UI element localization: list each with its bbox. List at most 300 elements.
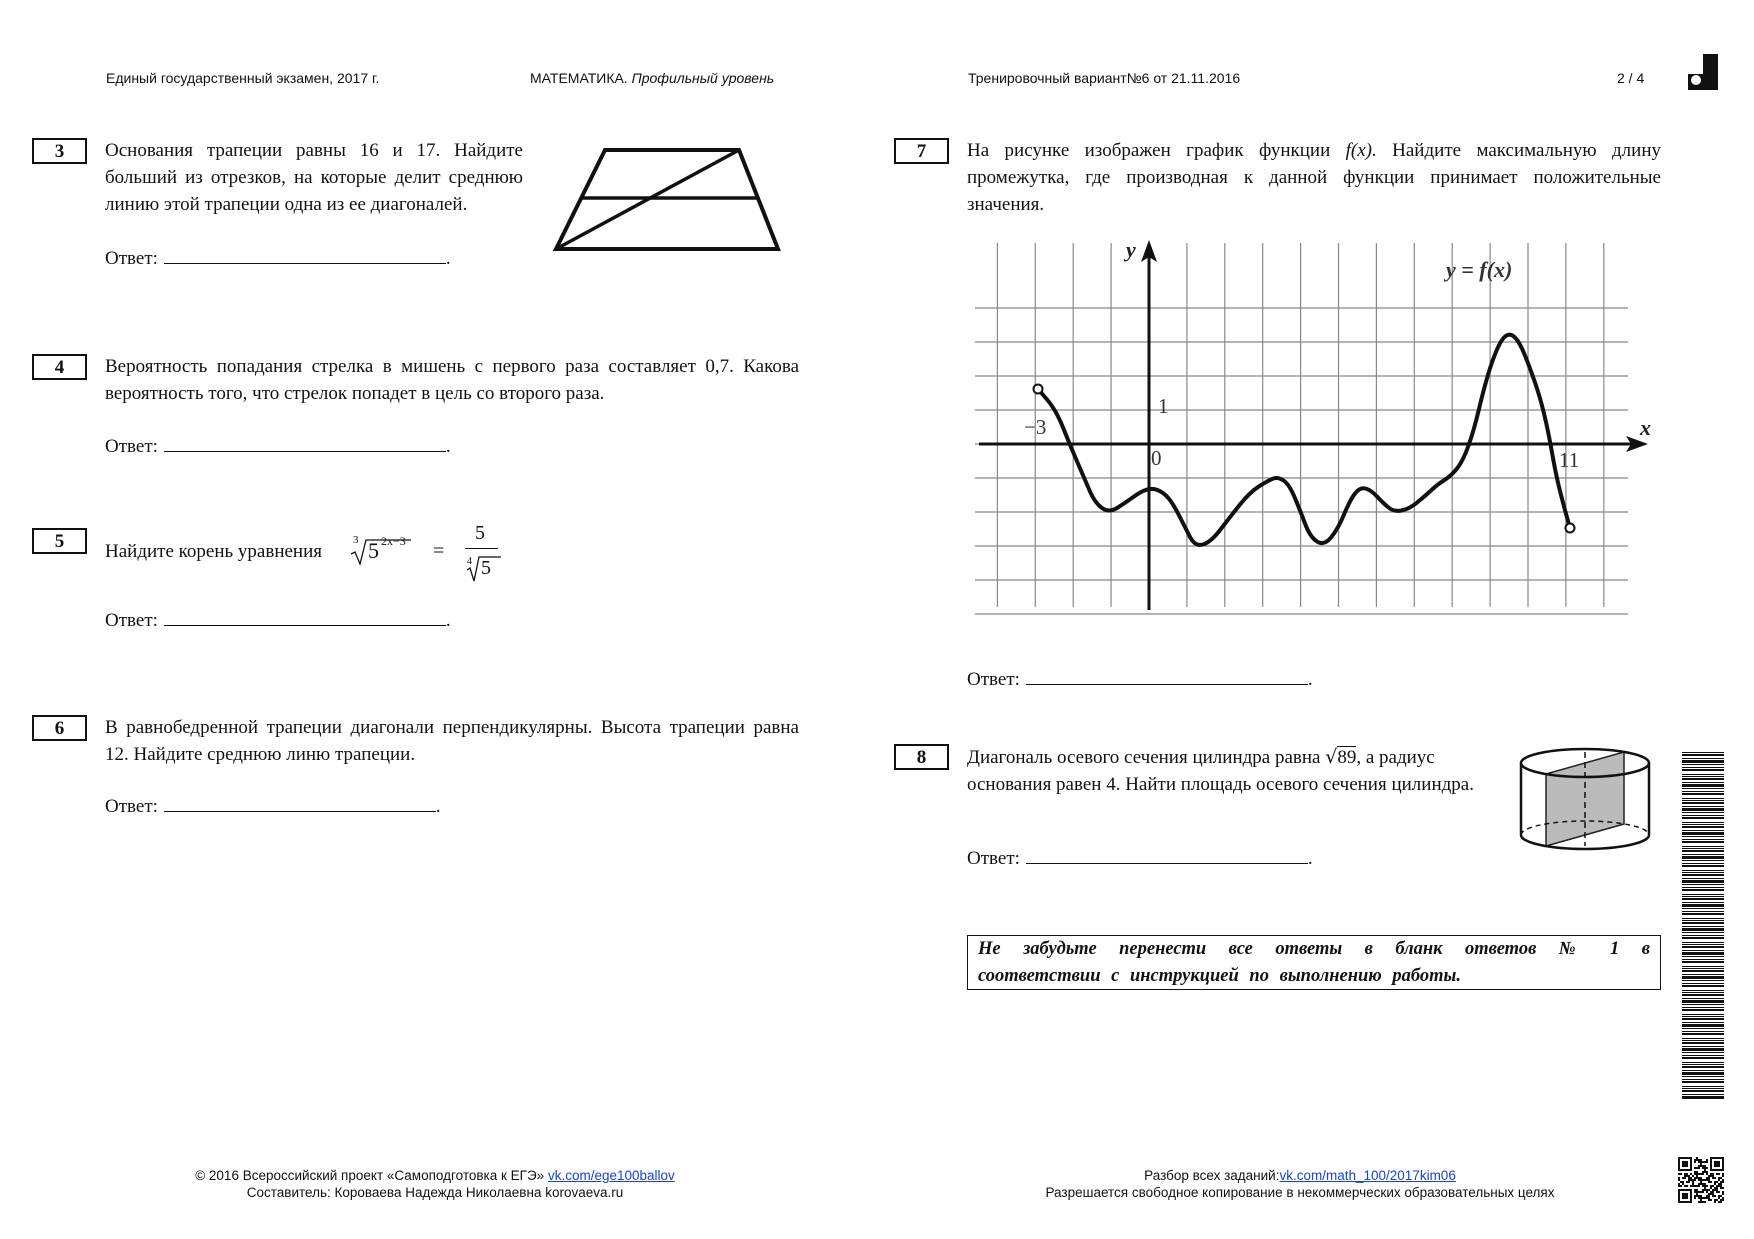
qr-module bbox=[1712, 1191, 1714, 1193]
qr-module bbox=[1694, 1161, 1696, 1163]
barcode-bar bbox=[1682, 793, 1724, 795]
barcode-bar bbox=[1682, 863, 1724, 864]
task-5-answer: Ответ: . bbox=[105, 607, 451, 632]
exam-title: Единый государственный экзамен, 2017 г. bbox=[106, 70, 380, 86]
barcode-bar bbox=[1682, 908, 1724, 909]
task-5-text: Найдите корень уравнения bbox=[105, 541, 323, 562]
barcode-bar bbox=[1682, 1007, 1724, 1008]
barcode-bar bbox=[1682, 1057, 1724, 1059]
barcode-bar bbox=[1682, 937, 1724, 939]
qr-module bbox=[1710, 1187, 1712, 1189]
qr-module bbox=[1722, 1181, 1724, 1183]
qr-module bbox=[1686, 1175, 1688, 1177]
barcode-bar bbox=[1682, 800, 1724, 801]
barcode-bar bbox=[1682, 808, 1724, 811]
qr-module bbox=[1698, 1167, 1700, 1169]
barcode-bar bbox=[1682, 782, 1724, 783]
qr-module bbox=[1700, 1199, 1702, 1201]
qr-module bbox=[1694, 1177, 1696, 1179]
barcode-bar bbox=[1682, 848, 1724, 849]
qr-module bbox=[1720, 1199, 1722, 1201]
qr-module bbox=[1722, 1193, 1724, 1195]
qr-module bbox=[1700, 1161, 1702, 1163]
qr-module bbox=[1716, 1191, 1718, 1193]
qr-module bbox=[1716, 1189, 1718, 1191]
qr-module bbox=[1704, 1161, 1706, 1163]
barcode-bar bbox=[1682, 913, 1724, 915]
qr-module bbox=[1696, 1173, 1698, 1175]
barcode-bar bbox=[1682, 836, 1724, 837]
barcode-bar bbox=[1682, 1022, 1724, 1023]
task-8-number: 8 bbox=[894, 744, 949, 770]
task-5-answer-field[interactable] bbox=[164, 607, 446, 626]
qr-module bbox=[1704, 1165, 1706, 1167]
qr-module bbox=[1708, 1181, 1710, 1183]
qr-module bbox=[1680, 1185, 1682, 1187]
barcode-bar bbox=[1682, 860, 1724, 861]
task-8-text: Диагональ осевого сечения цилиндра равна √89, а радиус основания равен 4. Найти площадь осевого сечения цилиндра. bbox=[967, 746, 1474, 795]
qr-module bbox=[1710, 1185, 1712, 1187]
barcode-bar bbox=[1682, 985, 1724, 987]
qr-module bbox=[1692, 1185, 1694, 1187]
qr-module bbox=[1708, 1193, 1710, 1195]
qr-module bbox=[1718, 1183, 1720, 1185]
task-3-answer: Ответ: . bbox=[105, 245, 451, 270]
barcode-bar bbox=[1682, 1031, 1724, 1032]
qr-module bbox=[1702, 1183, 1704, 1185]
barcode-bar bbox=[1682, 983, 1724, 984]
qr-module bbox=[1708, 1177, 1710, 1179]
qr-module bbox=[1718, 1201, 1720, 1203]
qr-module bbox=[1708, 1175, 1710, 1177]
barcode-bar bbox=[1682, 769, 1724, 771]
qr-module bbox=[1706, 1179, 1708, 1181]
qr-module bbox=[1682, 1181, 1684, 1183]
qr-module bbox=[1706, 1159, 1708, 1161]
barcode-bar bbox=[1682, 758, 1724, 759]
qr-module bbox=[1690, 1179, 1692, 1181]
qr-module bbox=[1702, 1165, 1704, 1167]
qr-module bbox=[1722, 1187, 1724, 1189]
tick-label-0: 0 bbox=[1151, 446, 1162, 470]
qr-module bbox=[1700, 1179, 1702, 1181]
qr-module bbox=[1700, 1159, 1702, 1161]
curve-start-point bbox=[1034, 385, 1043, 394]
task-6-answer: Ответ: . bbox=[105, 793, 441, 818]
barcode-bar bbox=[1682, 1014, 1724, 1015]
barcode-bar bbox=[1682, 1088, 1724, 1089]
barcode-bar bbox=[1682, 1048, 1724, 1051]
reminder-box: Не забудьте перенести все ответы в бланк ответов № 1 в соответствии с инструкцией по выполнению работы. bbox=[967, 935, 1661, 990]
qr-module bbox=[1722, 1179, 1724, 1181]
qr-module bbox=[1688, 1179, 1690, 1181]
qr-module bbox=[1722, 1173, 1724, 1175]
function-label: y = f(x) bbox=[1446, 257, 1513, 282]
barcode-bar bbox=[1682, 1064, 1724, 1065]
qr-module bbox=[1704, 1183, 1706, 1185]
qr-module bbox=[1700, 1173, 1702, 1175]
qr-module bbox=[1696, 1159, 1698, 1161]
curve-end-point bbox=[1566, 524, 1575, 533]
fraction-bar bbox=[465, 548, 498, 549]
task-3-number: 3 bbox=[32, 138, 87, 164]
qr-module bbox=[1678, 1183, 1680, 1185]
qr-module bbox=[1706, 1195, 1708, 1197]
qr-module bbox=[1698, 1159, 1700, 1161]
qr-module bbox=[1698, 1201, 1700, 1203]
barcode-bar bbox=[1682, 887, 1724, 888]
qr-module bbox=[1696, 1191, 1698, 1193]
qr-module bbox=[1682, 1193, 1688, 1199]
qr-module bbox=[1718, 1185, 1720, 1187]
barcode-bar bbox=[1682, 1094, 1724, 1095]
barcode-bar bbox=[1682, 841, 1724, 843]
qr-module bbox=[1706, 1185, 1708, 1187]
barcode-bar bbox=[1682, 932, 1724, 933]
qr-module bbox=[1694, 1167, 1696, 1169]
trapezoid-figure bbox=[552, 146, 782, 252]
qr-module bbox=[1688, 1177, 1690, 1179]
barcode-bar bbox=[1682, 935, 1724, 936]
qr-module bbox=[1712, 1189, 1714, 1191]
task-4-text: Вероятность попадания стрелка в мишень с первого раза составляет 0,7. Какова вероятность того, что стрелок попадет в цель со второго раза. bbox=[105, 356, 799, 404]
task-5-number: 5 bbox=[32, 528, 87, 554]
qr-module bbox=[1698, 1195, 1700, 1197]
task-7-answer-field[interactable] bbox=[1026, 666, 1308, 685]
x-axis-label: x bbox=[1640, 415, 1651, 440]
qr-module bbox=[1704, 1189, 1706, 1191]
barcode-bar bbox=[1682, 839, 1724, 840]
task-6-answer-field[interactable] bbox=[164, 793, 436, 812]
barcode-bar bbox=[1682, 846, 1724, 847]
qr-module bbox=[1694, 1197, 1696, 1199]
corner-marker-icon bbox=[1688, 54, 1718, 90]
barcode-bar bbox=[1682, 1086, 1724, 1087]
qr-module bbox=[1690, 1177, 1692, 1179]
qr-module bbox=[1698, 1179, 1700, 1181]
qr-module bbox=[1694, 1179, 1696, 1181]
qr-module bbox=[1720, 1183, 1722, 1185]
qr-module bbox=[1696, 1171, 1698, 1173]
task-8-answer-field[interactable] bbox=[1026, 845, 1308, 864]
qr-module bbox=[1684, 1177, 1686, 1179]
qr-module bbox=[1716, 1199, 1718, 1201]
barcode-bar bbox=[1682, 870, 1724, 871]
qr-module bbox=[1714, 1195, 1716, 1197]
qr-module bbox=[1702, 1185, 1704, 1187]
barcode-bar bbox=[1682, 1072, 1724, 1075]
qr-module bbox=[1702, 1161, 1704, 1163]
barcode-bar bbox=[1682, 1066, 1724, 1068]
barcode-bar bbox=[1682, 961, 1724, 963]
qr-module bbox=[1706, 1167, 1708, 1169]
qr-module bbox=[1692, 1179, 1694, 1181]
qr-module bbox=[1696, 1193, 1698, 1195]
qr-module bbox=[1704, 1167, 1706, 1169]
qr-module bbox=[1716, 1173, 1718, 1175]
qr-module bbox=[1698, 1161, 1700, 1163]
tick-label-11: 11 bbox=[1559, 448, 1580, 472]
barcode-bar bbox=[1682, 1052, 1724, 1053]
qr-module bbox=[1714, 1187, 1716, 1189]
barcode-bar bbox=[1682, 1004, 1724, 1005]
qr-module bbox=[1710, 1181, 1712, 1183]
graph-grid bbox=[975, 243, 1628, 615]
qr-module bbox=[1704, 1169, 1706, 1171]
barcode-bar bbox=[1682, 904, 1724, 907]
task-7-text: На рисунке изображен график функции f(x). Найдите максимальную длину промежутка, где производная к данной функции принимает положительные значения. bbox=[967, 140, 1661, 215]
qr-module bbox=[1706, 1173, 1708, 1175]
barcode-bar bbox=[1682, 817, 1724, 819]
qr-module bbox=[1714, 1199, 1716, 1201]
qr-module bbox=[1698, 1165, 1700, 1167]
barcode-bar bbox=[1682, 1081, 1724, 1083]
barcode-bar bbox=[1682, 788, 1724, 789]
qr-module bbox=[1720, 1187, 1722, 1189]
barcode-bar bbox=[1682, 1076, 1724, 1077]
barcode-bar bbox=[1682, 802, 1724, 804]
qr-module bbox=[1712, 1175, 1714, 1177]
qr-module bbox=[1702, 1173, 1704, 1175]
barcode-bar bbox=[1682, 966, 1724, 967]
barcode-bar bbox=[1682, 1090, 1724, 1092]
qr-module bbox=[1690, 1185, 1692, 1187]
barcode-bar bbox=[1682, 1046, 1724, 1047]
barcode-bar bbox=[1682, 968, 1724, 969]
task-6-number: 6 bbox=[32, 715, 87, 741]
qr-module bbox=[1694, 1173, 1696, 1175]
qr-module bbox=[1700, 1165, 1702, 1167]
qr-module bbox=[1694, 1195, 1696, 1197]
barcode-bar bbox=[1682, 767, 1724, 768]
qr-module bbox=[1704, 1187, 1706, 1189]
barcode-bar bbox=[1682, 1055, 1724, 1056]
barcode-bar bbox=[1682, 850, 1724, 852]
qr-module bbox=[1714, 1177, 1716, 1179]
qr-module bbox=[1696, 1175, 1698, 1177]
barcode-bar bbox=[1682, 942, 1724, 943]
qr-module bbox=[1704, 1171, 1706, 1173]
barcode-bar bbox=[1682, 815, 1724, 816]
qr-module bbox=[1702, 1179, 1704, 1181]
qr-module bbox=[1714, 1181, 1716, 1183]
barcode-bar bbox=[1682, 896, 1724, 897]
barcode-bar bbox=[1682, 1042, 1724, 1044]
qr-module bbox=[1702, 1167, 1704, 1169]
function-graph bbox=[960, 235, 1660, 615]
qr-module bbox=[1710, 1191, 1712, 1193]
barcode-bar bbox=[1682, 1000, 1724, 1003]
barcode-bar bbox=[1682, 878, 1724, 879]
barcode-bar bbox=[1682, 1028, 1724, 1029]
barcode-bar bbox=[1682, 920, 1724, 921]
barcode-bar bbox=[1682, 902, 1724, 903]
qr-module bbox=[1694, 1159, 1696, 1161]
qr-module bbox=[1712, 1195, 1714, 1197]
qr-module bbox=[1700, 1177, 1702, 1179]
barcode-bar bbox=[1682, 764, 1724, 765]
barcode-bar bbox=[1682, 884, 1724, 885]
cylinder-figure bbox=[1517, 742, 1653, 854]
qr-module bbox=[1692, 1175, 1694, 1177]
barcode-bar bbox=[1682, 992, 1724, 993]
barcode-bar bbox=[1682, 865, 1724, 867]
tick-label-1: 1 bbox=[1158, 394, 1169, 418]
task-4-answer-field[interactable] bbox=[164, 433, 446, 452]
qr-module bbox=[1706, 1189, 1708, 1191]
barcode-bar bbox=[1682, 956, 1724, 957]
barcode-bar bbox=[1682, 1079, 1724, 1080]
qr-module bbox=[1698, 1185, 1700, 1187]
task-3-text: Основания трапеции равны 16 и 17. Найдите больший из отрезков, на которые делит среднюю линию этой трапеции одна из ее диагоналей. bbox=[105, 140, 523, 215]
qr-module bbox=[1680, 1181, 1682, 1183]
qr-module bbox=[1704, 1185, 1706, 1187]
page-number: 2 / 4 bbox=[1617, 70, 1645, 86]
qr-module bbox=[1706, 1171, 1708, 1173]
barcode-bar bbox=[1682, 791, 1724, 792]
barcode-bar bbox=[1682, 922, 1724, 924]
task-4-answer: Ответ: . bbox=[105, 433, 451, 458]
barcode-bar bbox=[1682, 856, 1724, 859]
qr-module bbox=[1678, 1173, 1680, 1175]
barcode-bar bbox=[1682, 776, 1724, 777]
qr-module bbox=[1722, 1175, 1724, 1177]
footer-right-link[interactable]: vk.com/math_100/2017kim06 bbox=[1279, 1168, 1456, 1183]
barcode-bar bbox=[1682, 950, 1724, 951]
barcode-bar bbox=[1682, 994, 1724, 996]
qr-module bbox=[1720, 1181, 1722, 1183]
qr-module bbox=[1714, 1183, 1716, 1185]
qr-module bbox=[1704, 1201, 1706, 1203]
barcode-bar bbox=[1682, 1038, 1724, 1039]
qr-module bbox=[1694, 1171, 1696, 1173]
footer-left-link[interactable]: vk.com/ege100ballov bbox=[547, 1168, 675, 1183]
qr-module bbox=[1684, 1173, 1686, 1175]
barcode-bar bbox=[1682, 830, 1724, 831]
qr-module bbox=[1686, 1173, 1688, 1175]
barcode-bar bbox=[1682, 889, 1724, 891]
barcode-bar bbox=[1682, 832, 1724, 835]
qr-module bbox=[1690, 1173, 1692, 1175]
barcode-bar bbox=[1682, 990, 1724, 991]
qr-module bbox=[1688, 1181, 1690, 1183]
barcode-bar bbox=[1682, 1033, 1724, 1035]
qr-module bbox=[1680, 1173, 1682, 1175]
qr-module bbox=[1698, 1177, 1700, 1179]
barcode-bar bbox=[1682, 760, 1724, 763]
qr-module bbox=[1700, 1183, 1702, 1185]
qr-module bbox=[1708, 1195, 1710, 1197]
barcode-bar bbox=[1682, 926, 1724, 927]
qr-module bbox=[1702, 1191, 1704, 1193]
qr-module bbox=[1708, 1179, 1710, 1181]
qr-module bbox=[1710, 1175, 1712, 1177]
barcode-bar bbox=[1682, 754, 1724, 756]
qr-module bbox=[1712, 1193, 1714, 1195]
barcode-bar bbox=[1682, 998, 1724, 999]
qr-module bbox=[1712, 1173, 1714, 1175]
barcode-bar bbox=[1682, 928, 1724, 931]
qr-module bbox=[1696, 1195, 1698, 1197]
qr-module bbox=[1686, 1185, 1688, 1187]
task-3-answer-field[interactable] bbox=[164, 245, 446, 264]
qr-module bbox=[1684, 1175, 1686, 1177]
qr-module bbox=[1710, 1193, 1712, 1195]
qr-module bbox=[1694, 1185, 1696, 1187]
barcode-bar bbox=[1682, 974, 1724, 975]
qr-module bbox=[1702, 1197, 1704, 1199]
barcode-bar bbox=[1682, 872, 1724, 873]
barcode-bar bbox=[1682, 812, 1724, 813]
task-7-number: 7 bbox=[894, 138, 949, 164]
qr-module bbox=[1718, 1191, 1720, 1193]
qr-module bbox=[1710, 1199, 1712, 1201]
qr-module bbox=[1696, 1167, 1698, 1169]
qr-module bbox=[1698, 1173, 1700, 1175]
qr-module bbox=[1696, 1177, 1698, 1179]
barcode-bar bbox=[1682, 898, 1724, 900]
qr-module bbox=[1718, 1179, 1720, 1181]
qr-module bbox=[1708, 1189, 1710, 1191]
y-axis-label: y bbox=[1126, 237, 1136, 262]
qr-module bbox=[1722, 1197, 1724, 1199]
qr-module bbox=[1678, 1179, 1680, 1181]
barcode-bar bbox=[1682, 826, 1724, 828]
qr-module bbox=[1716, 1181, 1718, 1183]
qr-module bbox=[1714, 1201, 1716, 1203]
qr-module bbox=[1698, 1197, 1700, 1199]
barcode-bar bbox=[1682, 944, 1724, 945]
qr-module bbox=[1706, 1177, 1708, 1179]
qr-module bbox=[1718, 1197, 1720, 1199]
qr-module bbox=[1696, 1157, 1698, 1159]
qr-module bbox=[1712, 1177, 1714, 1179]
barcode-bar bbox=[1682, 822, 1724, 823]
qr-module bbox=[1716, 1185, 1718, 1187]
qr-module bbox=[1692, 1183, 1694, 1185]
qr-module bbox=[1682, 1161, 1688, 1167]
qr-module bbox=[1714, 1189, 1716, 1191]
qr-module bbox=[1704, 1197, 1706, 1199]
task-6-text: В равнобедренной трапеции диагонали перпендикулярны. Высота трапеции равна 12. Найдите среднюю линю трапеции. bbox=[105, 717, 799, 765]
barcode-bar bbox=[1682, 946, 1724, 948]
barcode-bar bbox=[1682, 880, 1724, 883]
barcode-bar bbox=[1682, 959, 1724, 960]
barcode-bar bbox=[1682, 918, 1724, 919]
qr-module bbox=[1692, 1181, 1694, 1183]
qr-module bbox=[1700, 1195, 1702, 1197]
task-8-answer: Ответ: . bbox=[967, 845, 1313, 870]
barcode-bar bbox=[1682, 1040, 1724, 1041]
qr-module bbox=[1706, 1197, 1708, 1199]
qr-module bbox=[1722, 1191, 1724, 1193]
qr-module bbox=[1720, 1201, 1722, 1203]
barcode-bar bbox=[1682, 778, 1724, 780]
qr-module bbox=[1718, 1177, 1720, 1179]
qr-module bbox=[1688, 1175, 1690, 1177]
qr-module bbox=[1702, 1171, 1704, 1173]
qr-module bbox=[1712, 1185, 1714, 1187]
task-7-answer: Ответ: . bbox=[967, 666, 1313, 691]
qr-module bbox=[1716, 1187, 1718, 1189]
barcode-bar bbox=[1682, 854, 1724, 855]
qr-module bbox=[1698, 1191, 1700, 1193]
qr-module bbox=[1682, 1177, 1684, 1179]
qr-module bbox=[1702, 1189, 1704, 1191]
barcode-bar bbox=[1682, 806, 1724, 807]
variant-title: Тренировочный вариант№6 от 21.11.2016 bbox=[968, 70, 1241, 86]
qr-module bbox=[1718, 1173, 1720, 1175]
